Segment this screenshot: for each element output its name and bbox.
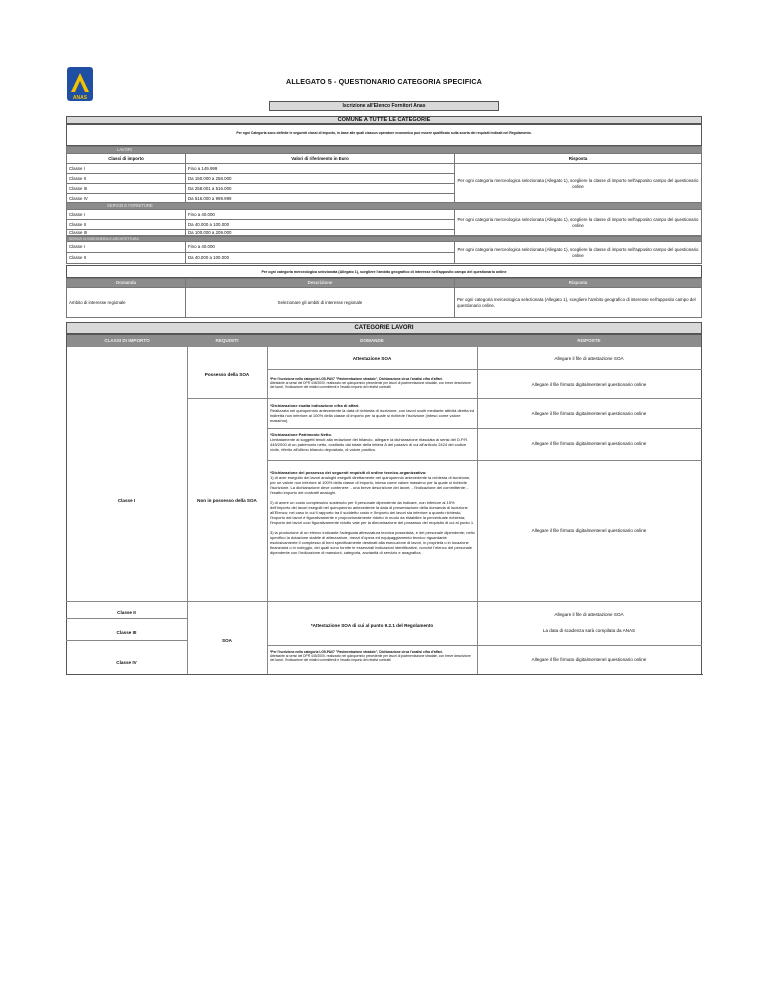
geo-table: Domanda Descrizione Risposta Ambito di interesse regionale Selezionare gli ambiti di interesse regionale Per ogni categoria merceologica selezionata (Allegato 1), scegliere l'ambito geografico di interesse nell'apposito campo del questionario online. bbox=[66, 278, 702, 318]
document-title: ALLEGATO 5 - QUESTIONARIO CATEGORIA SPECIFICA bbox=[286, 77, 482, 86]
prog-classe-2: Classe II bbox=[67, 253, 186, 264]
classe-2-label: Classe II bbox=[117, 610, 136, 615]
servizi-classe-3: Classe III bbox=[67, 230, 186, 236]
col-requisiti: REQUISITI bbox=[215, 338, 239, 343]
lavori-classe-3: Classe III bbox=[67, 184, 186, 194]
prog-answer: Per ogni categoria merceologica selezionata (Allegato 1), scegliere la classe di importo nell'apposito campo del questionario online bbox=[455, 242, 702, 264]
geo-risposta: Per ogni categoria merceologica selezionata (Allegato 1), scegliere l'ambito geografico di interesse nell'apposito campo del questionario online. bbox=[455, 288, 702, 318]
cifra-affari-risposta: Allegare il file firmato digitalmentenel questionario online bbox=[531, 411, 647, 416]
scadenza-note: La data di scadenza sarà compilata da ANAS bbox=[542, 628, 636, 633]
prog-classe-1: Classe I bbox=[67, 242, 186, 253]
lavori-label: LAVORI bbox=[67, 147, 702, 154]
col-classi: Classi di importo bbox=[67, 154, 186, 164]
servizi-classe-1: Classe I bbox=[67, 210, 186, 220]
geo-domanda: Ambito di interesse regionale bbox=[67, 288, 186, 318]
common-note-box bbox=[66, 124, 702, 146]
tecnico-text: *Dichiarazione del possesso dei seguenti requisiti di ordine tecnico-organizzativo: 1) di aver eseguito dei lavori analoghi eseguiti direttamente nel quinquennio antecedente la richiesta di iscrizione, per un valore non inferiore al 100% della classe di importo, intesa come valore massimo per la quale si richiede l'iscrizione. La dichiarazione deve contenere: - una breve descrizione dei lavori; - l'indicazione del committente; - l'esatto importo dei contratti analoghi. 2) di avere un costo complessivo sostenuto per il personale dipendente da indicare, non inferiore al 15% dell'importo dei lavori eseguiti nel quinquennio antecedente la data di presentazione della domanda di iscrizione all'Elenco; nel caso in cui il rapporto tra il suddetto costo e l'importo dei lavori sia inferiore a quanto richiesto, l'importo dei lavori è figurativamente e proporzionalmente ridotto in modo da ristabilire la percentuale richiesta; l'importo dei lavori così figurativamente ridotto vale per la dimostrazione del possesso del requisito di cui al punto 1. 3) la produzione di un elenco indicante l'adeguata attrezzatura tecnica posseduta, e del personale dipendente; nello specifico la dotazione stabile di attrezzature, mezzi d'opera ed equipaggiamento tecnico riguardante esclusivamente il complesso di beni specificamente destinati alla esecuzione di lavori, in proprietà o in locazione finanziaria o in noleggio, dei quali sono fornite le essenziali indicazioni identificative, nonché l'elenco del personale dipendente con l'indicazione di mansioni, categoria, anzianità di servizio e anagrafica. bbox=[270, 470, 475, 555]
attestazione-soa: Attestazione SOA bbox=[352, 356, 392, 361]
servizi-answer: Per ogni categoria merceologica selezionata (Allegato 1), scegliere la classe di importo nell'apposito campo del questionario online bbox=[455, 210, 702, 236]
lavori-answer: Per ogni categoria merceologica selezionata (Allegato 1), scegliere la classe di importo nell'apposito campo del questionario online bbox=[455, 164, 702, 204]
lavori-heading: CATEGORIE LAVORI bbox=[354, 325, 414, 331]
lavori-classes-table: LAVORI Classi di importo Valori di riferimento in Euro Risposta Classe I Fino a 149.999 Per ogni categoria merceologica selezionata (Allegato 1), scegliere la classe di importo nell'apposito campo del questionario online Classe II Da 150.000 a 258.000 Classe III Da 258.001 a 516.000 Classe IV Da 516.000 a 999.999 bbox=[66, 146, 702, 204]
lavori-classe-2: Classe II bbox=[67, 174, 186, 184]
prog-label: SERVIZI DI INGEGNERIA E ARCHITETTURA bbox=[67, 237, 702, 242]
prog-classes-table: SERVIZI DI INGEGNERIA E ARCHITETTURA Classe I Fino a 40.000 Per ogni categoria merceologica selezionata (Allegato 1), scegliere la classe di importo nell'apposito campo del questionario online Classe II Da 40.000 a 100.000 bbox=[66, 236, 702, 264]
servizi-classe-2: Classe II bbox=[67, 220, 186, 230]
classe-4-label: Classe IV bbox=[116, 660, 137, 665]
col-domande: DOMANDE bbox=[360, 338, 384, 343]
subtitle-box bbox=[269, 101, 499, 111]
lavori-classe-4: Classe IV bbox=[67, 194, 186, 204]
lavori-heading-box bbox=[66, 322, 702, 334]
pavimentazione-risposta: Allegare il file firmato digitalmentenel questionario online bbox=[531, 382, 647, 387]
classe-3-label: Classe III bbox=[116, 630, 137, 635]
section-common-heading: COMUNE A TUTTE LE CATEGORIE bbox=[66, 116, 702, 124]
col-valori: Valori di riferimento in Euro bbox=[186, 154, 455, 164]
pavimentazione-text: *Per l'iscrizione nella categoria LG5-PA07 "Pavimentazione stradale", Dichiarazione circa l'analisi cifra d'affari. Attestante ai sensi del DPR 445/2000, realizzato nel quinquennio precedente per lavori di pavimentazione stradale, con breve descrizione dei lavori, l'indicazione dei relativi committenti e l'esatto importo dei relativi contratti bbox=[270, 377, 471, 390]
col-risposta: Risposta bbox=[455, 154, 702, 164]
geo-note-box bbox=[66, 265, 702, 278]
geo-note: Per ogni categoria merceologica selezionata (Allegato 1), scegliere l'ambito geografico di interesse nell'apposito campo del questionario online bbox=[261, 270, 507, 274]
possesso-soa: Possesso della SOA bbox=[204, 372, 250, 377]
classe-1-label: Classe I bbox=[117, 498, 136, 503]
col-risposte: RISPOSTE bbox=[577, 338, 601, 343]
subtitle: Iscrizione all'Elenco Fornitori Anas bbox=[342, 103, 426, 109]
soa-label: SOA bbox=[222, 638, 232, 643]
col-classi-importo: CLASSI DI IMPORTO bbox=[104, 338, 150, 343]
servizi-classes-table: SERVIZI E FORNITURE Classe I Fino a 40.000 Per ogni categoria merceologica selezionata (Allegato 1), scegliere la classe di importo nell'apposito campo del questionario online Classe II Da 40.000 a 100.000 Classe III Da 100.000 a 209.000 bbox=[66, 202, 702, 236]
geo-descrizione: Selezionare gli ambiti di interesse regionale bbox=[186, 288, 455, 318]
servizi-label: SERVIZI E FORNITURE bbox=[67, 203, 702, 210]
pavimentazione-risposta-2: Allegare il file firmato digitalmentenel questionario online bbox=[531, 657, 647, 662]
tecnico-risposta: Allegare il file firmato digitalmentenel questionario online bbox=[531, 528, 647, 533]
cifra-affari-text: *Dichiarazione esatta indicazione cifra di affari. Realizzata nel quinquennio antecedente la data di richiesta di iscrizione, con lavori svolti mediante attività diretta ed indiretta non inferiore al 100% della classe di importo per la quale si richiede l'iscrizione (inteso come valore massimo). bbox=[270, 403, 475, 423]
attestazione-soa-risposta: Allegare il file di attestazione SOA bbox=[554, 356, 624, 361]
attestazione-soa-risposta-2: Allegare il file di attestazione SOA bbox=[554, 612, 624, 617]
patrimonio-risposta: Allegare il file firmato digitalmentenel questionario online bbox=[531, 441, 647, 446]
patrimonio-text: *Dichiarazione Patrimonio Netto. Limitatamente ai soggetti tenuti alla redazione del bilancio, allegare la dichiarazione rilasciata ai sensi del D.P.R. 445/2000 di un patrimonio netto, costituito dal totale della lettera A del passivo di cui all'articolo 2424 del codice civile, riferito all'ultimo bilancio depositato, di valore positivo. bbox=[270, 432, 469, 452]
common-note: Per ogni Categoria sono definite le seguenti classi di importo, in base alle quali ciascun operatore economico può essere qualificato sulla scorta dei requisiti indicati nel Regolamento. bbox=[236, 131, 532, 135]
lavori-classe-1: Classe I bbox=[67, 164, 186, 174]
attestazione-punto: *Attestazione SOA di cui al punto 9.2.1 del Regolamento bbox=[310, 623, 434, 628]
non-possesso-soa: Non in possesso della SOA bbox=[197, 498, 257, 503]
logo-text: ANAS bbox=[72, 95, 88, 101]
pavimentazione-text-2: *Per l'iscrizione nella categoria LG5-PA07 "Pavimentazione stradale", Dichiarazione circa l'analisi cifra d'affari. Attestante ai sensi del DPR 445/2000, realizzato nel quinquennio precedente per lavori di pavimentazione stradale, con breve descrizione dei lavori, l'indicazione dei relativi committenti e l'esatto importo dei relativi contratti bbox=[270, 650, 471, 663]
